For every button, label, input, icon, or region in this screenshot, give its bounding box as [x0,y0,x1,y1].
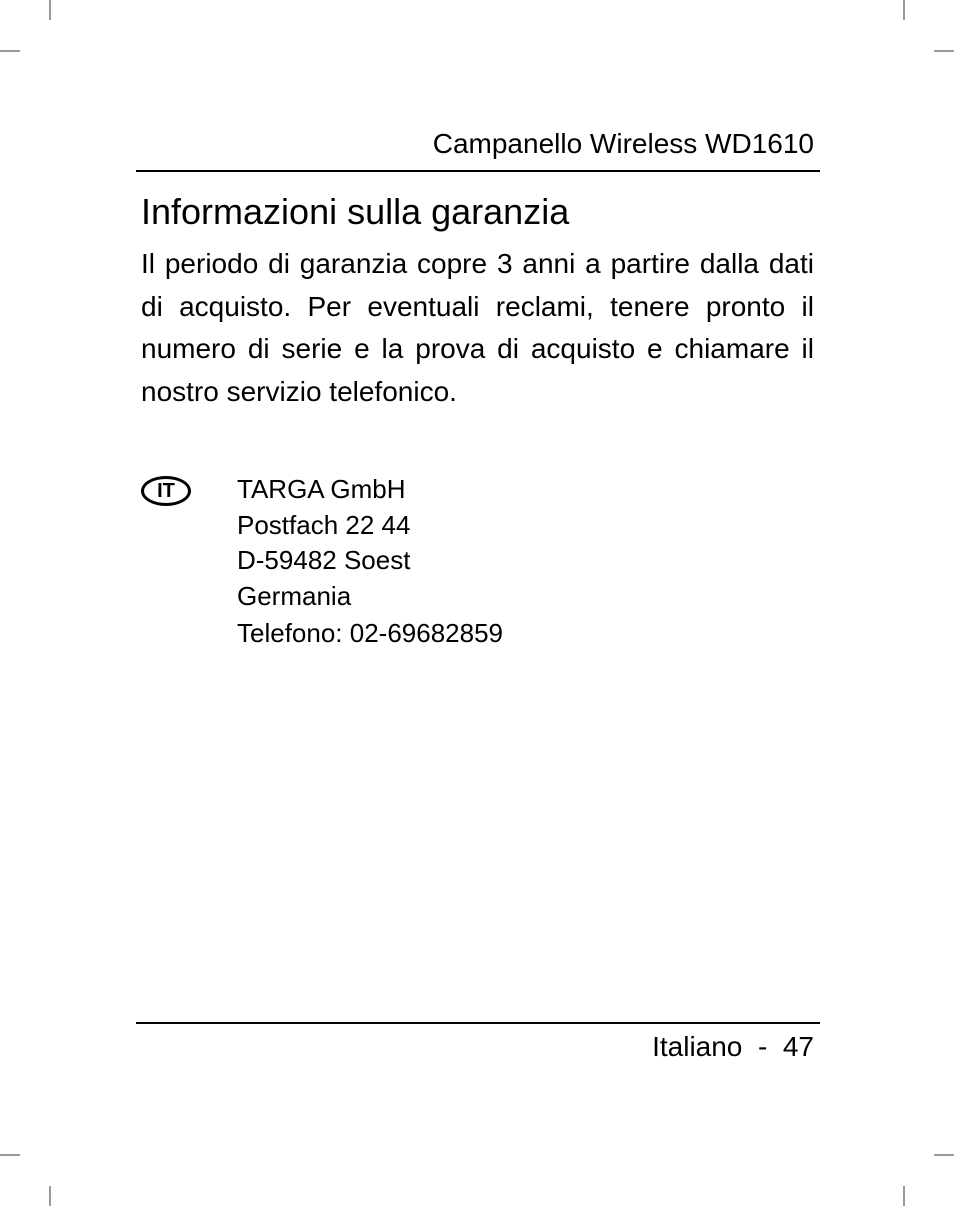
address-block [237,472,503,652]
warranty-paragraph: Il periodo di garanzia copre 3 anni a partire dalla dati di acquisto. Per eventuali reclami, tenere pronto il numero di serie e la prova di acquisto e chiamare il nostro servizio telefonico. [141,248,814,407]
crop-mark-bottom-right [934,1154,954,1156]
crop-mark-top-left [49,0,51,20]
running-header: Campanello Wireless WD1610 [432,128,814,159]
country: Germania [237,580,352,611]
po-box: Postfach 22 44 [237,509,411,540]
footer-language: Italiano [652,1031,743,1062]
phone-number: Telefono: 02-69682859 [237,618,504,648]
crop-mark-bottom-right [903,1186,905,1206]
city: D-59482 Soest [237,545,411,575]
crop-mark-top-left [0,50,20,52]
footer-rule [136,1022,820,1024]
crop-mark-top-right [903,0,905,20]
header-rule [136,170,820,172]
company-name: TARGA GmbH [237,474,406,504]
page-footer [652,1027,814,1067]
section-title: Informazioni sulla garanzia [141,191,570,232]
page-number: 47 [782,1031,814,1062]
country-code-badge: IT [141,476,191,506]
crop-mark-top-right [934,50,954,52]
crop-mark-bottom-left [49,1186,51,1206]
footer-separator: - [757,1031,768,1062]
crop-mark-bottom-left [0,1154,20,1156]
